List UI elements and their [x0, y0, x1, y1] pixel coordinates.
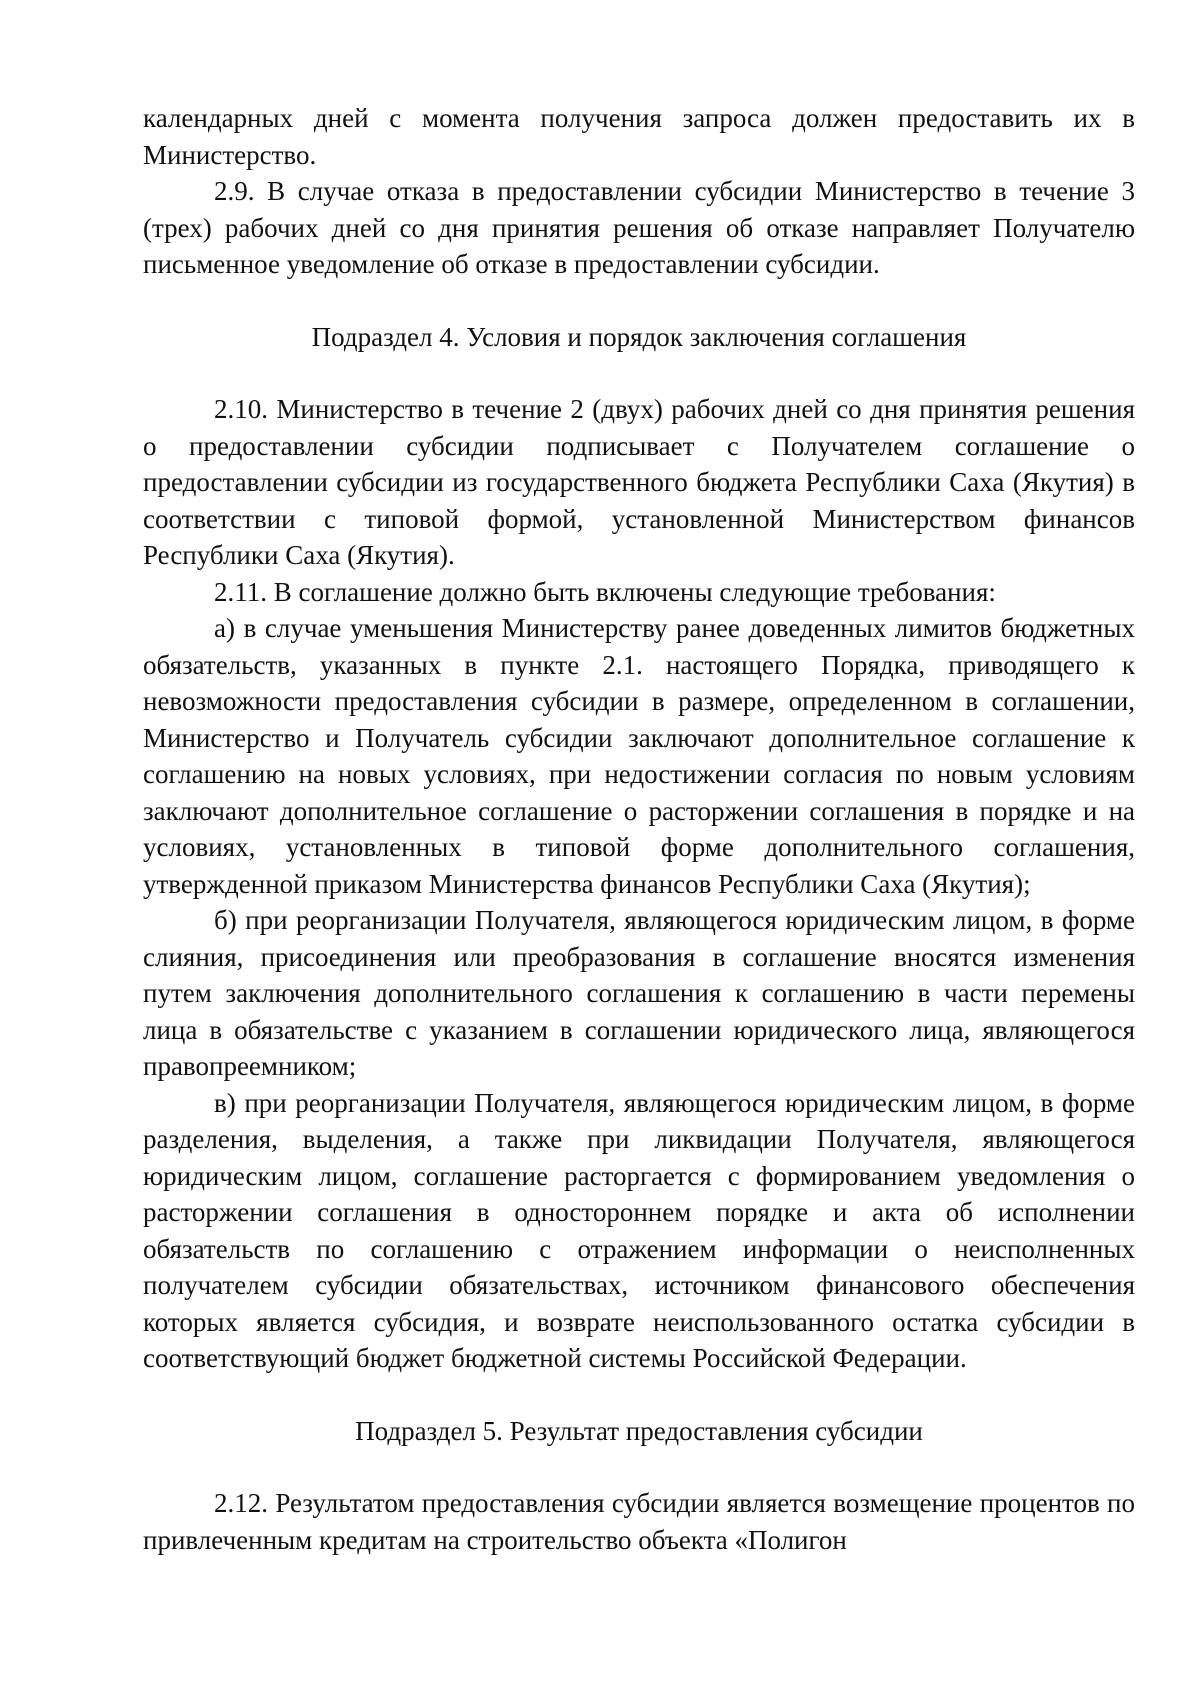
paragraph-2-12: 2.12. Результатом предоставления субсидии является возмещение процентов по привлеченным кредитам на строительство объекта «Полигон — [143, 1488, 1135, 1555]
subsection-5-heading: Подраздел 5. Результат предоставления субсидии — [355, 1415, 923, 1446]
paragraph-2-11: 2.11. В соглашение должно быть включены следующие требования: — [214, 576, 996, 607]
paragraph-2-10: 2.10. Министерство в течение 2 (двух) рабочих дней со дня принятия решения о предоставлении субсидии подписывает с Получателем соглашение о предоставлении субсидии из государственного бюджета Республики Саха (Якутия) в соответствии с типовой формой, установленной Министерством финансов Республики Саха (Якутия). — [143, 394, 1135, 570]
paragraph-2-11-v: в) при реорганизации Получателя, являющегося юридическим лицом, в форме разделения, выделения, а также при ликвидации Получателя, являющегося юридическим лицом, соглашение расторгается с формированием уведомления о расторжении соглашения в одностороннем порядке и акта об исполнении обязательств по соглашению с отражением информации о неисполненных получателем субсидии обязательствах, источником финансового обеспечения которых является субсидия, и возврате неиспользованного остатка субсидии в соответствующий бюджет бюджетной системы Российской Федерации. — [143, 1087, 1135, 1373]
paragraph-continuation: календарных дней с момента получения запроса должен предоставить их в Министерство. — [143, 103, 1135, 170]
paragraph-2-11-a: а) в случае уменьшения Министерству ранее доведенных лимитов бюджетных обязательств, указанных в пункте 2.1. настоящего Порядка, приводящего к невозможности предоставления субсидии в размере, определенном в соглашении, Министерство и Получатель субсидии заключают дополнительное соглашение к соглашению на новых условиях, при недостижении согласия по новым условиям заключают дополнительное соглашение о расторжении соглашения в порядке и на условиях, установленных в типовой форме дополнительного соглашения, утвержденной приказом Министерства финансов Республики Саха (Якутия); — [143, 613, 1135, 899]
subsection-4-heading: Подраздел 4. Условия и порядок заключения соглашения — [311, 321, 967, 352]
paragraph-2-11-b: б) при реорганизации Получателя, являющегося юридическим лицом, в форме слияния, присоединения или преобразования в соглашение вносятся изменения путем заключения дополнительного соглашения к соглашению в части перемены лица в обязательстве с указанием в соглашении юридического лица, являющегося правопреемником; — [143, 905, 1135, 1081]
paragraph-2-9: 2.9. В случае отказа в предоставлении субсидии Министерство в течение 3 (трех) рабочих дней со дня принятия решения об отказе направляет Получателю письменное уведомление об отказе в предоставлении субсидии. — [143, 176, 1135, 279]
document-body — [143, 100, 1135, 1558]
